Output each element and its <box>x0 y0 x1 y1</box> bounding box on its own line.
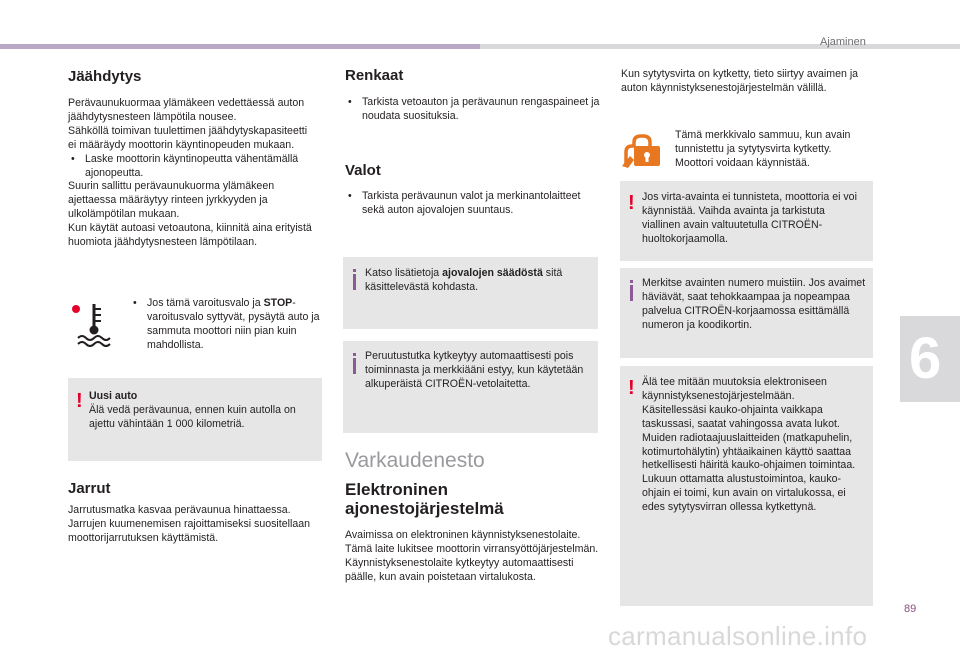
heading-jaahdytys: Jäähdytys <box>68 68 142 85</box>
text-line: ulkolämpötilan mukaan. <box>68 208 180 221</box>
stop-label: STOP <box>263 297 293 309</box>
heading-elektroninen <box>345 480 504 518</box>
warning-icon: ! <box>76 390 83 412</box>
jarrut-body: Jarrutusmatka kasvaa perävaunua hinattaessa. Jarrujen kuumenemisen rajoittamiseksi suositellaan moottorijarrutuksen käyttämistä. <box>68 504 311 544</box>
header-bar-right <box>480 44 960 49</box>
section-label: Ajaminen <box>820 36 866 48</box>
heading-varkaudenesto: Varkaudenesto <box>345 449 485 472</box>
text-line: kotimurtohälytin) yhtäaikainen käyttö saattaa <box>642 445 852 458</box>
text-line: Kun käytät autoasi vetoautona, kiinnitä aina erityistä <box>68 222 312 235</box>
text-line: Sähköllä toimivan tuulettimen jäähdytyskapasiteetti <box>68 124 308 137</box>
text-line: edes sytytysvirran ollessa kytkettynä. <box>642 501 817 514</box>
bullet-item: • Tarkista vetoauton ja perävaunun rengaspaineet ja noudata suosituksia. <box>345 96 601 124</box>
text-line: hetkellisesti häiritä kauko-ohjaimen toimintaa. <box>642 459 856 472</box>
warning-icon: ! <box>628 377 635 399</box>
heading-valot: Valot <box>345 162 381 179</box>
title-line: Elektroninen <box>345 480 448 499</box>
info-text-link: ajovalojen säädöstä <box>442 267 543 279</box>
text-line: taskussasi, saatat vahingossa avata lukot. <box>642 417 840 430</box>
heading-renkaat: Renkaat <box>345 67 404 84</box>
chapter-tab: 6 <box>900 316 960 402</box>
warning-light-text-start: Jos tämä varoitusvalo ja <box>147 297 264 309</box>
text-line: Käsitellessäsi kauko-ohjainta vaikkapa <box>642 403 823 416</box>
info-icon <box>353 274 356 290</box>
renkaat-body <box>345 96 601 124</box>
bullet-item: • Laske moottorin käyntinopeutta vähentämällä ajonopeutta. <box>68 153 330 181</box>
info-text-end: sitä käsittelevästä kohdasta. <box>365 267 563 293</box>
warning-icon: ! <box>628 192 635 214</box>
valot-body <box>345 190 601 218</box>
text-line: Suurin sallittu perävaunukuorma ylämäkeen <box>68 180 275 193</box>
text-line: jäähdytysnesteen lämpötila nousee. <box>68 110 237 123</box>
new-car-warning-box <box>68 378 322 461</box>
text-line: ajettaessa määräytyy rinteen jyrkkyyden ja <box>68 194 268 207</box>
page-number: 89 <box>904 603 917 615</box>
warning-text: Jos virta-avainta ei tunnisteta, moottoria ei voi käynnistää. Vaihda avainta ja tarkistuta viallinen avain valtuutetulla CITROËN-huoltokorjaamolla. <box>642 191 857 245</box>
watermark: carmanualsonline.info <box>608 621 868 651</box>
new-car-text: Älä vedä perävaunua, ennen kuin autolla on ajettu vähintään 1 000 kilometriä. <box>89 403 296 430</box>
warning-box-key-not-recognised <box>620 181 873 261</box>
text-line: ei määräydy moottorin käyntinopeuden mukaan. <box>68 138 295 151</box>
info-text-start: Katso lisätietoja <box>365 267 443 279</box>
immobiliser-intro: Kun sytytysvirta on kytketty, tieto siirtyy avaimen ja auton käynnistyksenestojärjestelmän välillä. <box>621 68 859 94</box>
text-line: Älä tee mitään muutoksia elektroniseen <box>642 376 827 388</box>
info-icon <box>353 358 356 374</box>
info-box-headlights <box>343 257 598 329</box>
info-icon <box>630 285 633 301</box>
text-line: ohjain ei toimi, kun avain on virtalukossa, ei <box>642 487 846 500</box>
info-box-parking-sensor <box>343 341 598 433</box>
text-line: Perävaunukuormaa ylämäkeen vedettäessä auton <box>68 97 305 109</box>
lamp-description: Tämä merkkivalo sammuu, kun avain tunnistettu ja sytytysvirta kytketty. Moottori voidaan käynnistää. <box>675 129 851 169</box>
text-line: huomiota jäähdytysnesteen lämpötilaan. <box>68 236 258 249</box>
info-text: Merkitse avainten numero muistiin. Jos avaimet häviävät, saat tehokkaampaa ja nopeampaa palvelua CITROËN-korjaamossa esittämällä numeron ja koodikortin. <box>642 277 866 331</box>
jaahdytys-body <box>68 97 330 250</box>
key-lock-icon <box>620 132 664 170</box>
info-text: Peruutustutka kytkeytyy automaattisesti pois toiminnasta ja merkkiääni estyy, kun käytetään alkuperäistä CITROËN-vetolaitetta. <box>365 350 584 390</box>
header-bar-left <box>0 44 480 49</box>
heading-jarrut: Jarrut <box>68 480 111 497</box>
warning-light-text-end: -varoitusvalo syttyvät, pysäytä auto ja sammuta moottori niin pian kuin mahdollista. <box>147 297 320 351</box>
warning-box-remote-control <box>620 366 873 606</box>
elektroninen-body: Avaimissa on elektroninen käynnistyksenestolaite. Tämä laite lukitsee moottorin virransyöttöjärjestelmän. Käynnistyksenestolaite kytkeytyy automaattisesti päälle, kun avain poistetaan virtalukosta. <box>345 529 599 583</box>
text-line: käynnistyksenestojärjestelmään. <box>642 389 795 402</box>
text-line: Muiden radiotaajuuslaitteiden (matkapuhelin, <box>642 431 853 444</box>
info-box-key-numbers <box>620 268 873 358</box>
new-car-title: Uusi auto <box>89 390 138 402</box>
title-line: ajonestojärjestelmä <box>345 499 504 518</box>
bullet-item: • Tarkista perävaunun valot ja merkinantolaitteet sekä auton ajovalojen suuntaus. <box>345 190 601 218</box>
coolant-warning-icon <box>70 300 118 348</box>
text-line: Lukuun ottamatta alustustoimintoa, kauko- <box>642 473 842 486</box>
warning-light-bullet <box>130 297 322 353</box>
